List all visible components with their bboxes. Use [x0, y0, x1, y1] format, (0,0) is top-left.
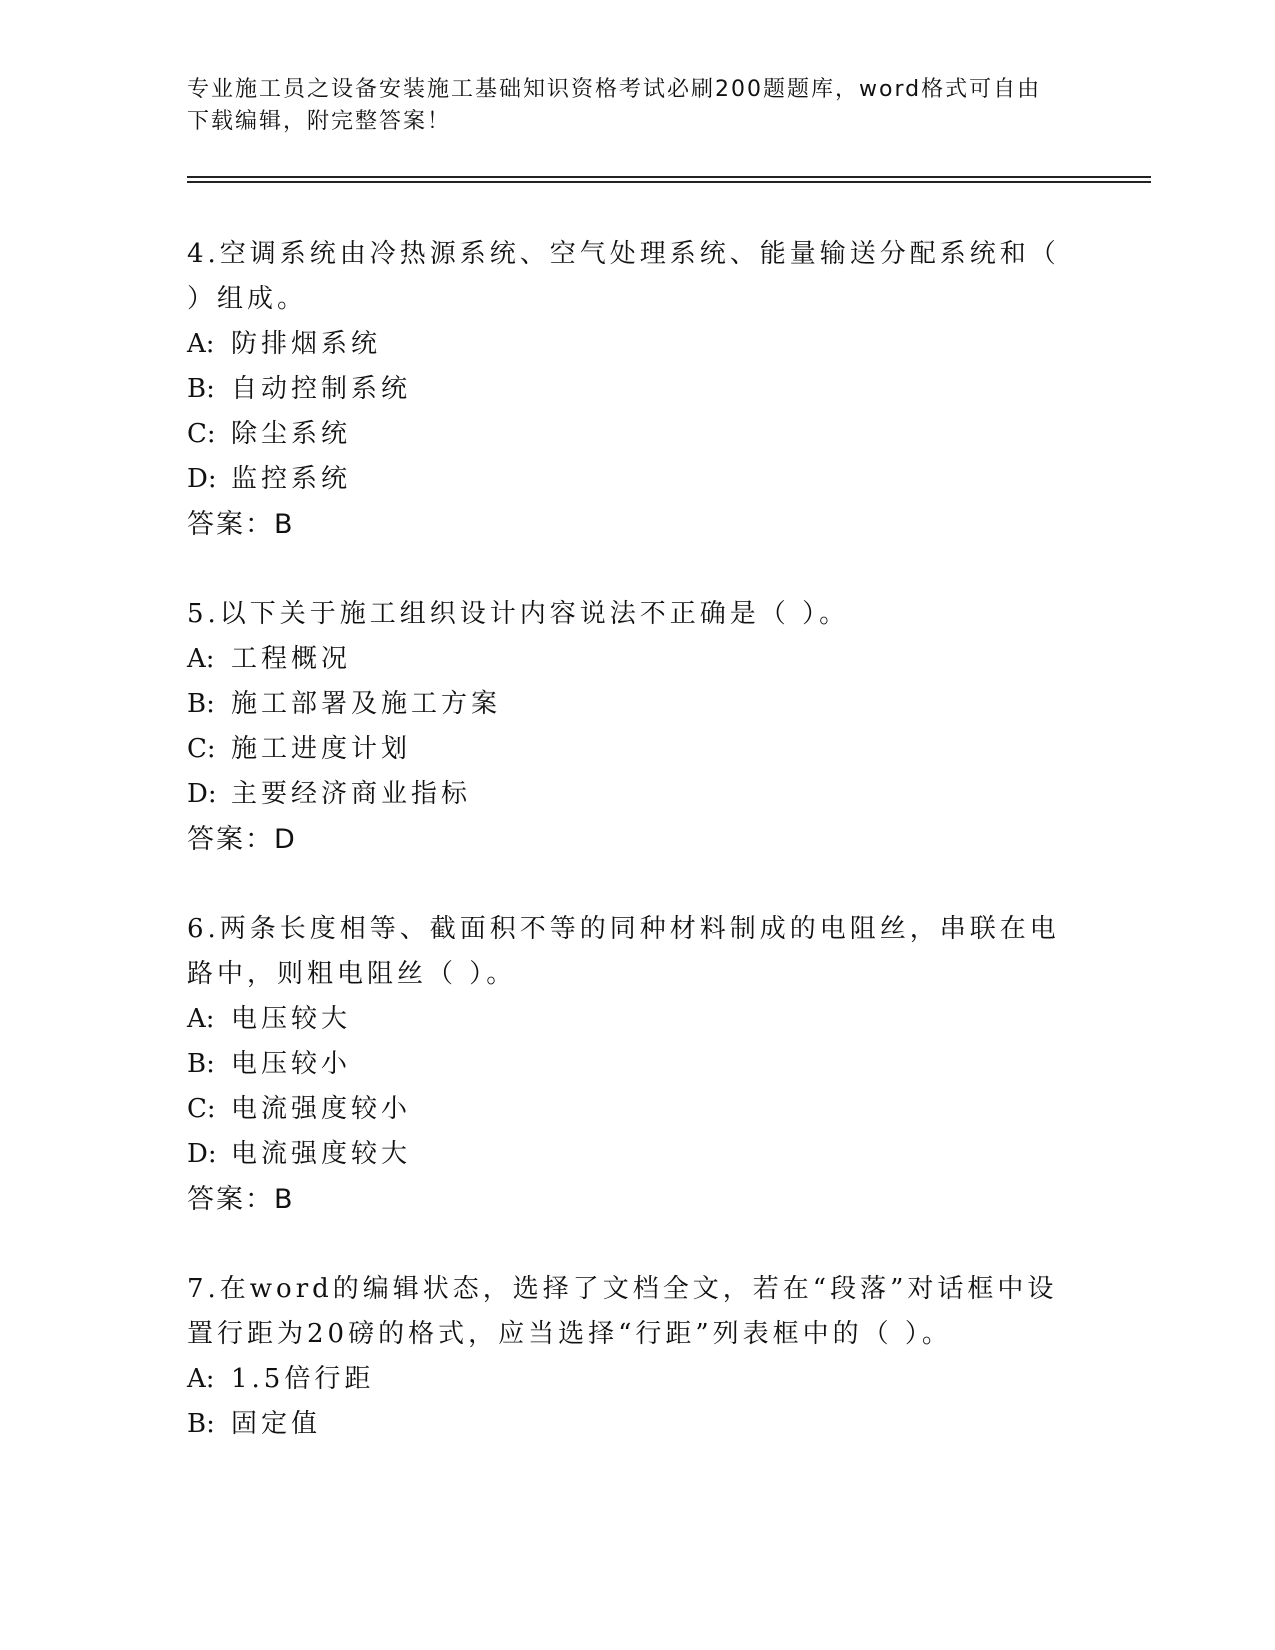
option-text: 除尘系统 [231, 419, 352, 449]
option-a [187, 637, 1087, 682]
option-text: 1.5倍行距 [231, 1364, 375, 1394]
option-key: B: [187, 1409, 215, 1439]
option-text: 施工进度计划 [231, 734, 412, 764]
option-text: 电压较小 [231, 1049, 352, 1079]
question-text: 6.两条长度相等、截面积不等的同种材料制成的电阻丝，串联在电路中，则粗电阻丝（ ）。 [187, 914, 1060, 989]
option-key: A: [187, 1004, 215, 1034]
header-line-2: 下载编辑，附完整答案！ [187, 109, 452, 134]
question-list [187, 232, 1087, 1492]
option-key: B: [187, 689, 215, 719]
option-c [187, 727, 1087, 772]
option-d [187, 457, 1087, 502]
option-key: A: [187, 644, 215, 674]
option-b [187, 682, 1087, 727]
option-a [187, 322, 1087, 367]
header-rule-bottom [187, 181, 1151, 183]
question-text: 4.空调系统由冷热源系统、空气处理系统、能量输送分配系统和（ ）组成。 [187, 239, 1060, 314]
option-key: A: [187, 1364, 215, 1394]
question-5 [187, 592, 1087, 862]
option-text: 电流强度较大 [231, 1139, 412, 1169]
option-d [187, 1132, 1087, 1177]
answer: 答案：B [187, 1184, 295, 1215]
option-key: C: [187, 419, 216, 449]
question-6 [187, 907, 1087, 1222]
document-header [187, 74, 1087, 138]
option-text: 自动控制系统 [231, 374, 412, 404]
question-text: 5.以下关于施工组织设计内容说法不正确是（ ）。 [187, 599, 850, 629]
option-b [187, 1402, 1087, 1447]
option-a [187, 997, 1087, 1042]
answer: 答案：D [187, 824, 297, 855]
option-key: C: [187, 734, 216, 764]
question-4 [187, 232, 1087, 547]
option-key: B: [187, 1049, 215, 1079]
option-a [187, 1357, 1087, 1402]
option-text: 主要经济商业指标 [231, 779, 472, 809]
option-key: D: [187, 779, 217, 809]
option-text: 工程概况 [231, 644, 352, 674]
option-key: C: [187, 1094, 216, 1124]
option-c [187, 1087, 1087, 1132]
option-key: A: [187, 329, 215, 359]
question-7 [187, 1267, 1087, 1447]
option-text: 固定值 [231, 1409, 322, 1439]
option-text: 电压较大 [231, 1004, 352, 1034]
answer: 答案：B [187, 509, 295, 540]
header-rule-top [187, 176, 1151, 178]
option-text: 电流强度较小 [231, 1094, 412, 1124]
option-key: B: [187, 374, 215, 404]
option-b [187, 1042, 1087, 1087]
option-text: 监控系统 [231, 464, 352, 494]
question-text: 7.在word的编辑状态，选择了文档全文，若在“段落”对话框中设置行距为20磅的格式，应当选择“行距”列表框中的（ ）。 [187, 1274, 1058, 1349]
option-c [187, 412, 1087, 457]
option-d [187, 772, 1087, 817]
option-key: D: [187, 464, 217, 494]
header-line-1: 专业施工员之设备安装施工基础知识资格考试必刷200题题库，word格式可自由 [187, 77, 1042, 102]
option-text: 施工部署及施工方案 [231, 689, 502, 719]
option-b [187, 367, 1087, 412]
option-text: 防排烟系统 [231, 329, 382, 359]
option-key: D: [187, 1139, 217, 1169]
